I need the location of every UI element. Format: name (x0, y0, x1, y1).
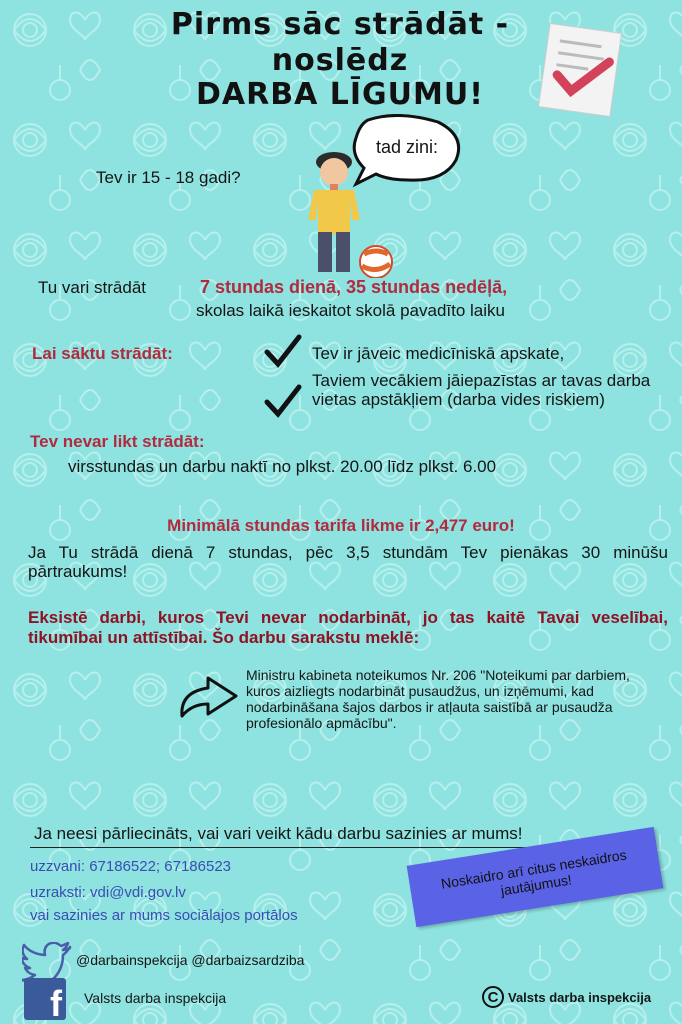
contact-heading: Ja neesi pārliecināts, vai vari veikt kādu darbu sazinies ar mums! (34, 824, 523, 843)
start-work-item-1: Tev ir jāveic medicīniskā apskate, (312, 344, 565, 363)
twitter-handles[interactable]: @darbainspekcija @darbaizsardziba (76, 952, 305, 968)
speech-bubble-text: tad zini: (376, 137, 439, 157)
checkmark-icon (264, 334, 302, 368)
start-work-label: Lai sāktu strādāt: (32, 344, 173, 363)
contact-email[interactable]: uzraksti: vdi@vdi.gov.lv (30, 884, 186, 901)
arrow-right-icon (178, 672, 240, 720)
forbidden-label: Tev nevar likt strādāt: (30, 432, 205, 451)
start-work-item-2: Taviem vecākiem jāiepazīstas ar tavas darba vietas apstākļiem (darba vides riskiem) (312, 371, 651, 409)
title-line-3: DARBA LĪGUMU! (196, 77, 484, 112)
minimum-wage: Minimālā stundas tarifa likme ir 2,477 euro! (167, 516, 515, 535)
checklist-document-icon (532, 22, 628, 118)
work-hours-highlight: 7 stundas dienā, 35 stundas nedēļā, (200, 277, 508, 297)
harmful-jobs-notice: Eksistē darbi, kuros Tevi nevar nodarbināt, jo tas kaitē Tavai veselībai, tikumībai un attīstībai. Šo darbu sarakstu meklē: (28, 608, 668, 647)
facebook-icon[interactable]: f (24, 978, 66, 1020)
forbidden-text: virsstundas un darbu naktī no plkst. 20.00 līdz plkst. 6.00 (68, 457, 497, 476)
title-line-2: noslēdz (271, 43, 409, 78)
facebook-page[interactable]: Valsts darba inspekcija (84, 990, 227, 1006)
work-hours-prefix: Tu vari strādāt (38, 278, 147, 297)
copyright-text: Valsts darba inspekcija (508, 990, 652, 1005)
copyright-icon: C (482, 986, 504, 1008)
title-line-1: Pirms sāc strādāt - (170, 7, 510, 42)
checkmark-icon (264, 384, 302, 418)
boy-with-ball-illustration (296, 150, 406, 278)
break-rule: Ja Tu strādā dienā 7 stundas, pēc 3,5 stundām Tev pienākas 30 minūšu pārtraukums! (28, 543, 668, 581)
work-hours-note: skolas laikā ieskaitot skolā pavadīto laiku (196, 301, 505, 320)
info-sticker-text: Noskaidro arī citus neskaidros jautājumus! (439, 846, 628, 899)
contact-phone[interactable]: uzzvani: 67186522; 67186523 (30, 858, 232, 875)
contact-social: vai sazinies ar mums sociālajos portālos (30, 907, 298, 924)
regulation-reference: Ministru kabineta noteikumos Nr. 206 "Noteikumi par darbiem, kuros aizliegts nodarbināt pusaudžus, un izņēmumi, kad nodarbināšana šajos darbos ir atļauta saistībā ar pusaudža profesionālo apmācību". (246, 667, 630, 731)
twitter-icon[interactable] (22, 942, 72, 982)
age-question: Tev ir 15 - 18 gadi? (96, 168, 241, 187)
